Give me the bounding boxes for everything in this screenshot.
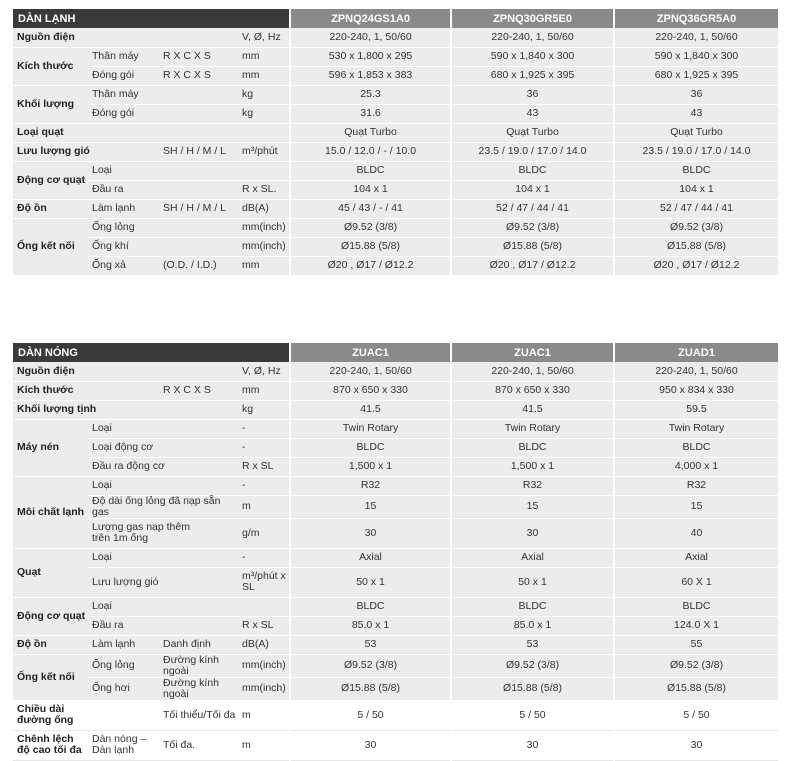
indoor-model-2: ZPNQ30GR5E0 [451,9,614,28]
row-value: 590 x 1,840 x 300 [451,47,614,66]
table-row [13,438,778,457]
row-unit: dB(A) [238,199,290,218]
row-value: 15.0 / 12.0 / - / 10.0 [290,142,451,161]
row-value: BLDC [614,161,778,180]
row-group-label: Lưu lượng gió [13,142,159,161]
row-value: Quạt Turbo [451,123,614,142]
row-sub-label: Đầu ra động cơ [88,457,238,476]
row-value: Ø20 , Ø17 / Ø12.2 [614,256,778,275]
row-value: 220-240, 1, 50/60 [290,28,451,47]
row-value: 530 x 1,800 x 295 [290,47,451,66]
row-value: Twin Rotary [290,419,451,438]
row-group-label: Động cơ quạt [13,161,88,199]
row-unit: m [238,730,290,760]
row-group-label: Động cơ quạt [13,597,88,635]
row-unit: mm(inch) [238,654,290,677]
row-value: Ø15.88 (5/8) [290,237,451,256]
row-sub-label: Loại [88,161,238,180]
row-group-label: Khối lượng tịnh [13,400,238,419]
table-row [13,142,778,161]
row-value: 55 [614,635,778,654]
table-row [13,161,778,180]
row-value: 53 [451,635,614,654]
row-value: 104 x 1 [614,180,778,199]
row-value: 220-240, 1, 50/60 [290,362,451,381]
row-value: 680 x 1,925 x 395 [614,66,778,85]
row-group-label: Ống kết nối [13,218,88,275]
row-value: 52 / 47 / 44 / 41 [451,199,614,218]
row-sub-label: Loại [88,419,238,438]
row-sub-label: Ống khí [88,237,238,256]
table-row [13,495,778,518]
row-value: 220-240, 1, 50/60 [614,362,778,381]
row-value: 43 [614,104,778,123]
row-sub-label: Đầu ra [88,180,238,199]
row-unit: m³/phút x SL [238,567,290,597]
row-group-label: Loại quạt [13,123,238,142]
row-group-label: Môi chất lạnh [13,476,88,548]
row-sub-label: Đóng gói [88,66,159,85]
row-value: 30 [290,730,451,760]
row-value: 596 x 1,853 x 383 [290,66,451,85]
outdoor-header-row [13,343,778,362]
outdoor-title: DÀN NÓNG [13,343,290,362]
row-sub-label: Loại [88,597,238,616]
row-sub-label: Làm lạnh [88,635,159,654]
row-value: Ø15.88 (5/8) [614,237,778,256]
row-spec: R X C X S [159,381,238,400]
row-value: 4,000 x 1 [614,457,778,476]
row-value: 41.5 [290,400,451,419]
row-value: 220-240, 1, 50/60 [451,28,614,47]
row-value: Quạt Turbo [290,123,451,142]
row-group-label: Khối lượng [13,85,88,123]
table-row [13,730,778,760]
row-spec: Danh định [159,635,238,654]
row-value: Axial [290,548,451,567]
row-value: 950 x 834 x 330 [614,381,778,400]
row-value: 50 x 1 [290,567,451,597]
row-value: Quạt Turbo [614,123,778,142]
row-value: 43 [451,104,614,123]
row-unit: mm(inch) [238,677,290,700]
row-sub-label: Loại [88,476,238,495]
table-row [13,654,778,677]
row-value: 23.5 / 19.0 / 17.0 / 14.0 [614,142,778,161]
table-row [13,362,778,381]
row-value: 590 x 1,840 x 300 [614,47,778,66]
indoor-spec-table [13,9,778,276]
row-spec: SH / H / M / L [159,199,238,218]
table-row [13,476,778,495]
table-row [13,218,778,237]
row-value: 5 / 50 [451,700,614,730]
outdoor-model-3: ZUAD1 [614,343,778,362]
row-value: 30 [290,518,451,548]
row-unit: V, Ø, Hz [238,28,290,47]
row-value: BLDC [614,597,778,616]
row-value: BLDC [614,438,778,457]
table-row [13,597,778,616]
row-unit: mm [238,66,290,85]
row-sub-label: Ống xả [88,256,159,275]
row-value: 104 x 1 [451,180,614,199]
row-value: Axial [614,548,778,567]
table-row [13,419,778,438]
row-sub-label: Độ dài ống lỏng đã nạp sẵn gas [88,495,238,518]
table-row [13,256,778,275]
row-group-label: Nguồn điện [13,28,238,47]
table-row [13,635,778,654]
row-group-label: Kích thước [13,381,159,400]
row-unit [238,123,290,142]
row-value: 220-240, 1, 50/60 [614,28,778,47]
table-row [13,66,778,85]
row-value: Twin Rotary [614,419,778,438]
table-row [13,677,778,700]
row-value: BLDC [451,438,614,457]
row-sub-label: Đầu ra [88,616,238,635]
row-sub-label: Ống lỏng [88,218,238,237]
table-row [13,199,778,218]
row-value: 31.6 [290,104,451,123]
row-value: 23.5 / 19.0 / 17.0 / 14.0 [451,142,614,161]
table-row [13,381,778,400]
row-value: 36 [614,85,778,104]
row-value: Ø15.88 (5/8) [451,237,614,256]
table-row [13,548,778,567]
table-row [13,700,778,730]
row-unit: mm(inch) [238,218,290,237]
row-value: Ø9.52 (3/8) [451,218,614,237]
row-unit: m³/phút [238,142,290,161]
row-value: 85.0 x 1 [290,616,451,635]
row-unit: mm [238,256,290,275]
row-unit: - [238,548,290,567]
row-group-label: Độ ồn [13,199,88,218]
table-row [13,567,778,597]
row-value: 85.0 x 1 [451,616,614,635]
row-unit [238,161,290,180]
row-value: 30 [451,730,614,760]
row-group-label: Quạt [13,548,88,597]
row-unit [238,597,290,616]
row-value: BLDC [290,161,451,180]
table-row [13,123,778,142]
row-value: Ø20 , Ø17 / Ø12.2 [290,256,451,275]
indoor-header-row [13,9,778,28]
row-value: 30 [451,518,614,548]
row-value: 52 / 47 / 44 / 41 [614,199,778,218]
row-value: 5 / 50 [614,700,778,730]
outdoor-model-1: ZUAC1 [290,343,451,362]
row-value: 5 / 50 [290,700,451,730]
row-value: 30 [614,730,778,760]
table-row [13,616,778,635]
table-row [13,85,778,104]
row-value: Ø15.88 (5/8) [614,677,778,700]
row-unit: mm [238,47,290,66]
row-unit: mm [238,381,290,400]
row-value: 53 [290,635,451,654]
row-value: 15 [290,495,451,518]
row-unit: - [238,438,290,457]
row-sub-label: Lưu lượng gió [88,567,238,597]
row-spec: Đường kính ngoài [159,654,238,677]
row-unit: R x SL [238,457,290,476]
row-value: 1,500 x 1 [451,457,614,476]
outdoor-model-2: ZUAC1 [451,343,614,362]
row-sub-label: Lượng gas nạp thêm trên 1m ống [88,518,238,548]
row-value: 124.0 X 1 [614,616,778,635]
row-value: BLDC [290,438,451,457]
table-row [13,47,778,66]
row-unit: dB(A) [238,635,290,654]
indoor-model-1: ZPNQ24GS1A0 [290,9,451,28]
indoor-model-3: ZPNQ36GR5A0 [614,9,778,28]
row-value: 59.5 [614,400,778,419]
table-row [13,457,778,476]
table-row [13,180,778,199]
row-group-label: Kích thước [13,47,88,85]
row-value: 45 / 43 / - / 41 [290,199,451,218]
row-value: 60 X 1 [614,567,778,597]
row-value: Ø9.52 (3/8) [290,654,451,677]
row-value: 50 x 1 [451,567,614,597]
row-value: Twin Rotary [451,419,614,438]
row-unit: V, Ø, Hz [238,362,290,381]
row-sub-label: Ống lỏng [88,654,159,677]
row-value: R32 [614,476,778,495]
row-value: 36 [451,85,614,104]
table-row [13,518,778,548]
row-value: Ø9.52 (3/8) [614,654,778,677]
row-group-label: Độ ồn [13,635,88,654]
row-unit: - [238,419,290,438]
row-spec: Đường kính ngoài [159,677,238,700]
row-value: Ø15.88 (5/8) [451,677,614,700]
row-unit: R x SL. [238,180,290,199]
row-value: Ø20 , Ø17 / Ø12.2 [451,256,614,275]
row-value: Ø9.52 (3/8) [451,654,614,677]
table-row [13,237,778,256]
row-unit: g/m [238,518,290,548]
row-value: Ø9.52 (3/8) [290,218,451,237]
indoor-title: DÀN LẠNH [13,9,290,28]
row-unit: kg [238,104,290,123]
row-group-label: Ống kết nối [13,654,88,700]
outdoor-spec-table [13,343,778,761]
row-unit: m [238,700,290,730]
row-value: 220-240, 1, 50/60 [451,362,614,381]
row-spec: SH / H / M / L [159,142,238,161]
row-value: 870 x 650 x 330 [290,381,451,400]
table-row [13,104,778,123]
row-value: 104 x 1 [290,180,451,199]
row-unit: R x SL [238,616,290,635]
row-unit: m [238,495,290,518]
row-sub-label: Đóng gói [88,104,238,123]
row-sub-label: Loại động cơ [88,438,238,457]
row-spec: Tối thiểu/Tối đa [159,700,238,730]
row-value: R32 [451,476,614,495]
row-group-label: Máy nén [13,419,88,476]
row-unit: kg [238,400,290,419]
row-group-label: Nguồn điện [13,362,238,381]
row-sub-label: Loại [88,548,238,567]
row-unit: mm(inch) [238,237,290,256]
row-value: 15 [451,495,614,518]
row-spec: (O.D. / I.D.) [159,256,238,275]
row-value: 41.5 [451,400,614,419]
row-value: BLDC [451,597,614,616]
row-spec: Tối đa. [159,730,238,760]
row-group-label: Chênh lệch độ cao tối đa [13,730,88,760]
row-value: R32 [290,476,451,495]
row-value: Ø15.88 (5/8) [290,677,451,700]
row-value: 680 x 1,925 x 395 [451,66,614,85]
row-sub-label: Thân máy [88,47,159,66]
row-sub-label: Làm lạnh [88,199,159,218]
row-value: Axial [451,548,614,567]
row-value: BLDC [290,597,451,616]
row-sub-label: Thân máy [88,85,238,104]
row-value: 25.3 [290,85,451,104]
row-value: Ø9.52 (3/8) [614,218,778,237]
row-group-label: Chiều dài đường ống [13,700,159,730]
row-value: 870 x 650 x 330 [451,381,614,400]
row-unit: - [238,476,290,495]
row-spec: R X C X S [159,66,238,85]
row-sub-label: Ống hơi [88,677,159,700]
row-unit: kg [238,85,290,104]
row-value: 40 [614,518,778,548]
table-row [13,400,778,419]
table-row [13,28,778,47]
row-spec: R X C X S [159,47,238,66]
row-value: BLDC [451,161,614,180]
row-sub-label: Dàn nóng – Dàn lạnh [88,730,159,760]
row-value: 1,500 x 1 [290,457,451,476]
row-value: 15 [614,495,778,518]
